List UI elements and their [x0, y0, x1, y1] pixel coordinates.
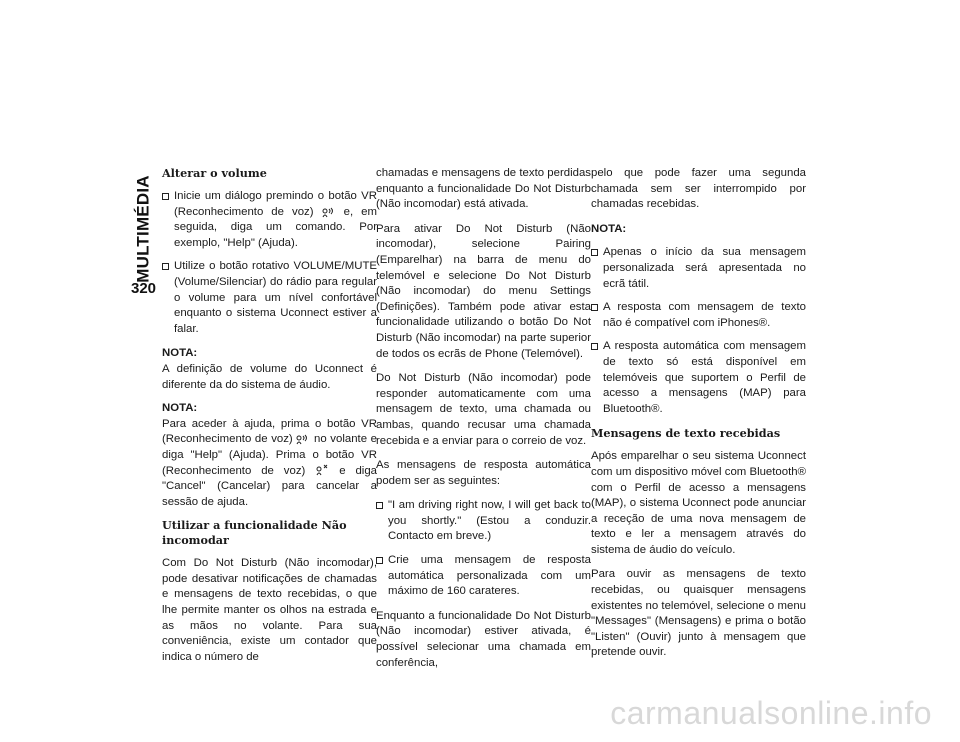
voice-recognition-icon — [296, 433, 310, 445]
list-item: Apenas o início da sua mensagem personalizada será apresentada no ecrã tátil. — [591, 245, 806, 292]
note-label: NOTA: — [162, 402, 198, 415]
bullet-text: Inicie um diálogo premindo o botão VR (Reconhecimento de voz) — [174, 190, 377, 218]
paragraph: As mensagens de resposta automática podem ser as seguintes: — [376, 459, 591, 487]
list-item: A resposta com mensagem de texto não é compatível com iPhones®. — [591, 300, 806, 331]
list-item — [162, 189, 377, 251]
note-text: A definição de volume do Uconnect é diferente da do sistema de áudio. — [162, 362, 377, 391]
note-text-part: Para aceder à ajuda, prima o botão VR (Reconhecimento de voz) — [162, 417, 377, 446]
note-text-part: no volante e diga "Help" (Ajuda). Prima o botão VR (Reconhecimento de voz) — [162, 433, 377, 477]
note-block — [591, 222, 806, 238]
note-label: NOTA: — [162, 347, 198, 360]
page-number: 320 — [131, 280, 157, 297]
paragraph: Com Do Not Disturb (Não incomodar), pode desativar notificações de chamadas e mensagens de texto recebidas, o que lhe permite manter os olhos na estrada e as mãos no volante. Para sua conveniência, existe um contador que indica o número de — [162, 557, 377, 663]
column-2 — [376, 166, 591, 680]
note-block — [162, 346, 377, 393]
paragraph: chamadas e mensagens de texto perdidas enquanto a funcionalidade Do Not Disturb (Não incomodar) está ativada. — [376, 167, 591, 211]
heading-change-volume: Alterar o volume — [162, 166, 267, 180]
voice-recognition-icon — [322, 206, 336, 218]
bullet-text: Utilize o botão rotativo VOLUME/MUTE (Volume/Silenciar) do rádio para regular o volume para um nível confortável enquanto o sistema Uconnect estiver a falar. — [174, 260, 377, 335]
note-text-part: e diga "Cancel" (Cancelar) para cancelar a sessão de ajuda. — [162, 464, 378, 508]
section-tab-label: MULTIMÉDIA — [134, 175, 154, 283]
watermark: carmanualsonline.info — [610, 695, 932, 731]
paragraph: Para ativar Do Not Disturb (Não incomodar), selecione Pairing (Emparelhar) na barra de menu do telemóvel e selecione Do Not Disturb (Não incomodar) do menu Settings (Definições). Também pode ativar esta funcionalidade utilizando o botão Do Not Disturb (Não incomodar) na parte superior de todos os ecrãs de Phone (Telemóvel). — [376, 222, 591, 360]
heading-incoming-messages: Mensagens de texto recebidas — [591, 426, 781, 441]
list-item: "I am driving right now, I will get back to you shortly." (Estou a conduzir. Contacto em breve.) — [376, 498, 591, 545]
auto-reply-list — [376, 498, 591, 600]
paragraph: Após emparelhar o seu sistema Uconnect com um dispositivo móvel com Bluetooth® com o Perfil de acesso a mensagens (MAP), o sistema Uconnect pode anunciar a receção de uma nova mensagem de texto e ler a mensagem através do sistema de áudio do veículo. — [591, 450, 806, 556]
list-item — [162, 259, 377, 337]
paragraph: pelo que pode fazer uma segunda chamada sem ser interrompido por chamadas recebidas. — [591, 167, 806, 211]
list-item: Crie uma mensagem de resposta automática personalizada com um máximo de 160 carateres. — [376, 553, 591, 600]
column-1 — [162, 166, 377, 674]
bullet-text: e, em seguida, diga um comando. Por exemplo, "Help" (Ajuda). — [174, 205, 378, 249]
note-text — [162, 417, 377, 511]
list-item: A resposta automática com mensagem de texto só está disponível em telemóveis que suportem o Perfil de acesso a mensagens (MAP) para Bluetooth®. — [591, 339, 806, 417]
paragraph: Enquanto a funcionalidade Do Not Disturb (Não incomodar) estiver ativada, é possível selecionar uma chamada em conferência, — [376, 609, 591, 669]
column-3 — [591, 166, 806, 670]
paragraph: Para ouvir as mensagens de texto recebidas, ou quaisquer mensagens existentes no telemóvel, selecione o menu "Messages" (Mensagens) e prima o botão "Listen" (Ouvir) junto à mensagem que pretende ouvir. — [591, 568, 806, 659]
note-block — [162, 401, 377, 510]
paragraph: Do Not Disturb (Não incomodar) pode responder automaticamente com uma mensagem de texto, uma chamada ou ambas, quando recusar uma chamada recebida e a enviar para o correio de voz. — [376, 372, 591, 447]
section-tab — [132, 175, 156, 283]
volume-bullet-list — [162, 189, 377, 337]
note-bullet-list — [591, 245, 806, 417]
note-label: NOTA: — [591, 222, 627, 235]
voice-cancel-icon — [315, 464, 329, 476]
heading-do-not-disturb: Utilizar a funcionalidade Não incomodar — [162, 518, 347, 548]
